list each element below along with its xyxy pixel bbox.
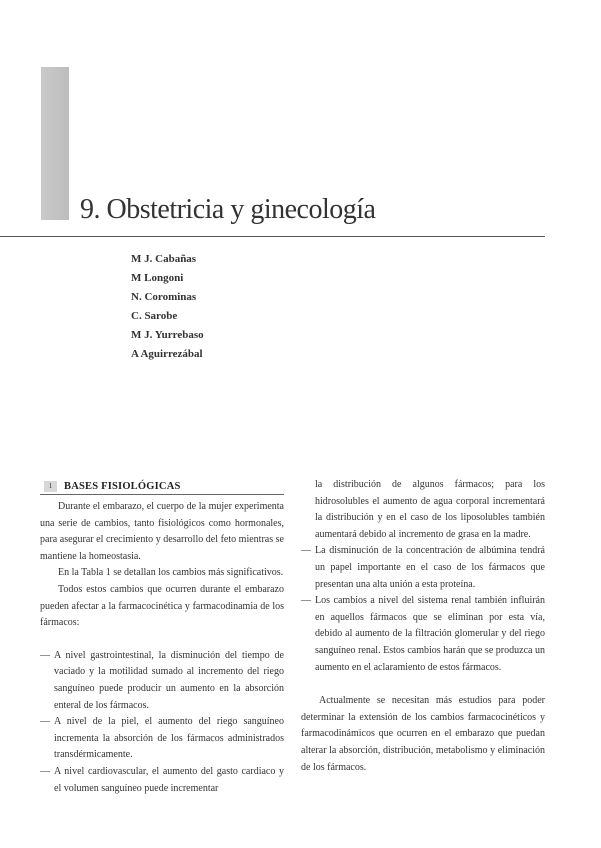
chapter-title: 9. Obstetricia y ginecología [80,194,376,225]
bullet-list [301,543,545,676]
list-item: — A nivel gastrointestinal, la disminución del tiempo de vaciado y la motilidad sumado al incremento del riego sanguíneo puede producir un aumento en la absorción enteral de los fármacos. [40,648,284,714]
paragraph-gap [40,632,284,648]
paragraph: Durante el embarazo, el cuerpo de la mujer experimenta una serie de cambios, tanto fisiológicos como hormonales, para asegurar el crecimiento y desarrollo del feto mientras se mantiene la homeostasia. [40,501,284,562]
section-heading [40,478,284,495]
section-title: BASES FISIOLÓGICAS [64,481,181,492]
list-item: — La disminución de la concentración de albúmina tendrá un papel importante en el caso de los fármacos que presentan una alta unión a esta proteína. [301,543,545,593]
author-name: N. Corominas [131,291,197,303]
list-item: — Los cambios a nivel del sistema renal también influirán en aquellos fármacos que se eliminan por esta vía, debido al aumento de la filtración glomerular y del riego sanguíneo renal. Estos cambios harán que se produzca un aumento en el aclaramiento de estos fármacos. [301,593,545,676]
list-item-continuation: la distribución de algunos fármacos; para los hidrosolubles el aumento de agua corporal incrementará la distribución y en el caso de los liposolubles también aumentará debido al incremento de grasa en la madre. [315,479,545,540]
author-name: A Aguirrezábal [131,348,203,360]
author-name: M Longoni [131,272,184,284]
section-number: 1 [44,481,57,492]
paragraph: En la Tabla 1 se detallan los cambios más significativos. [58,567,284,579]
author-name: M J. Cabañas [131,253,197,265]
list-item: — A nivel cardiovascular, el aumento del gasto cardiaco y el volumen sanguíneo puede incrementar [40,764,284,797]
author-name: M J. Yurrebaso [131,329,204,341]
list-item: — A nivel de la piel, el aumento del riego sanguíneo incrementa la absorción de los fármacos administrados transdérmicamente. [40,714,284,764]
right-column [301,477,545,776]
author-name: C. Sarobe [131,310,178,322]
title-divider [0,236,545,237]
author-list [131,250,204,364]
paragraph: Actualmente se necesitan más estudios para poder determinar la extensión de los cambios farmacocinéticos y farmacodinámicos que ocurren en el embarazo que puedan alterar la absorción, distribución, metabolismo y eliminación de los fármacos. [301,695,545,773]
bullet-list [40,648,284,797]
paragraph: Todos estos cambios que ocurren durante el embarazo pueden afectar a la farmacocinética y farmacodinamia de los fármacos: [40,583,284,629]
chapter-marker-bar [41,67,69,220]
left-column [40,478,284,797]
